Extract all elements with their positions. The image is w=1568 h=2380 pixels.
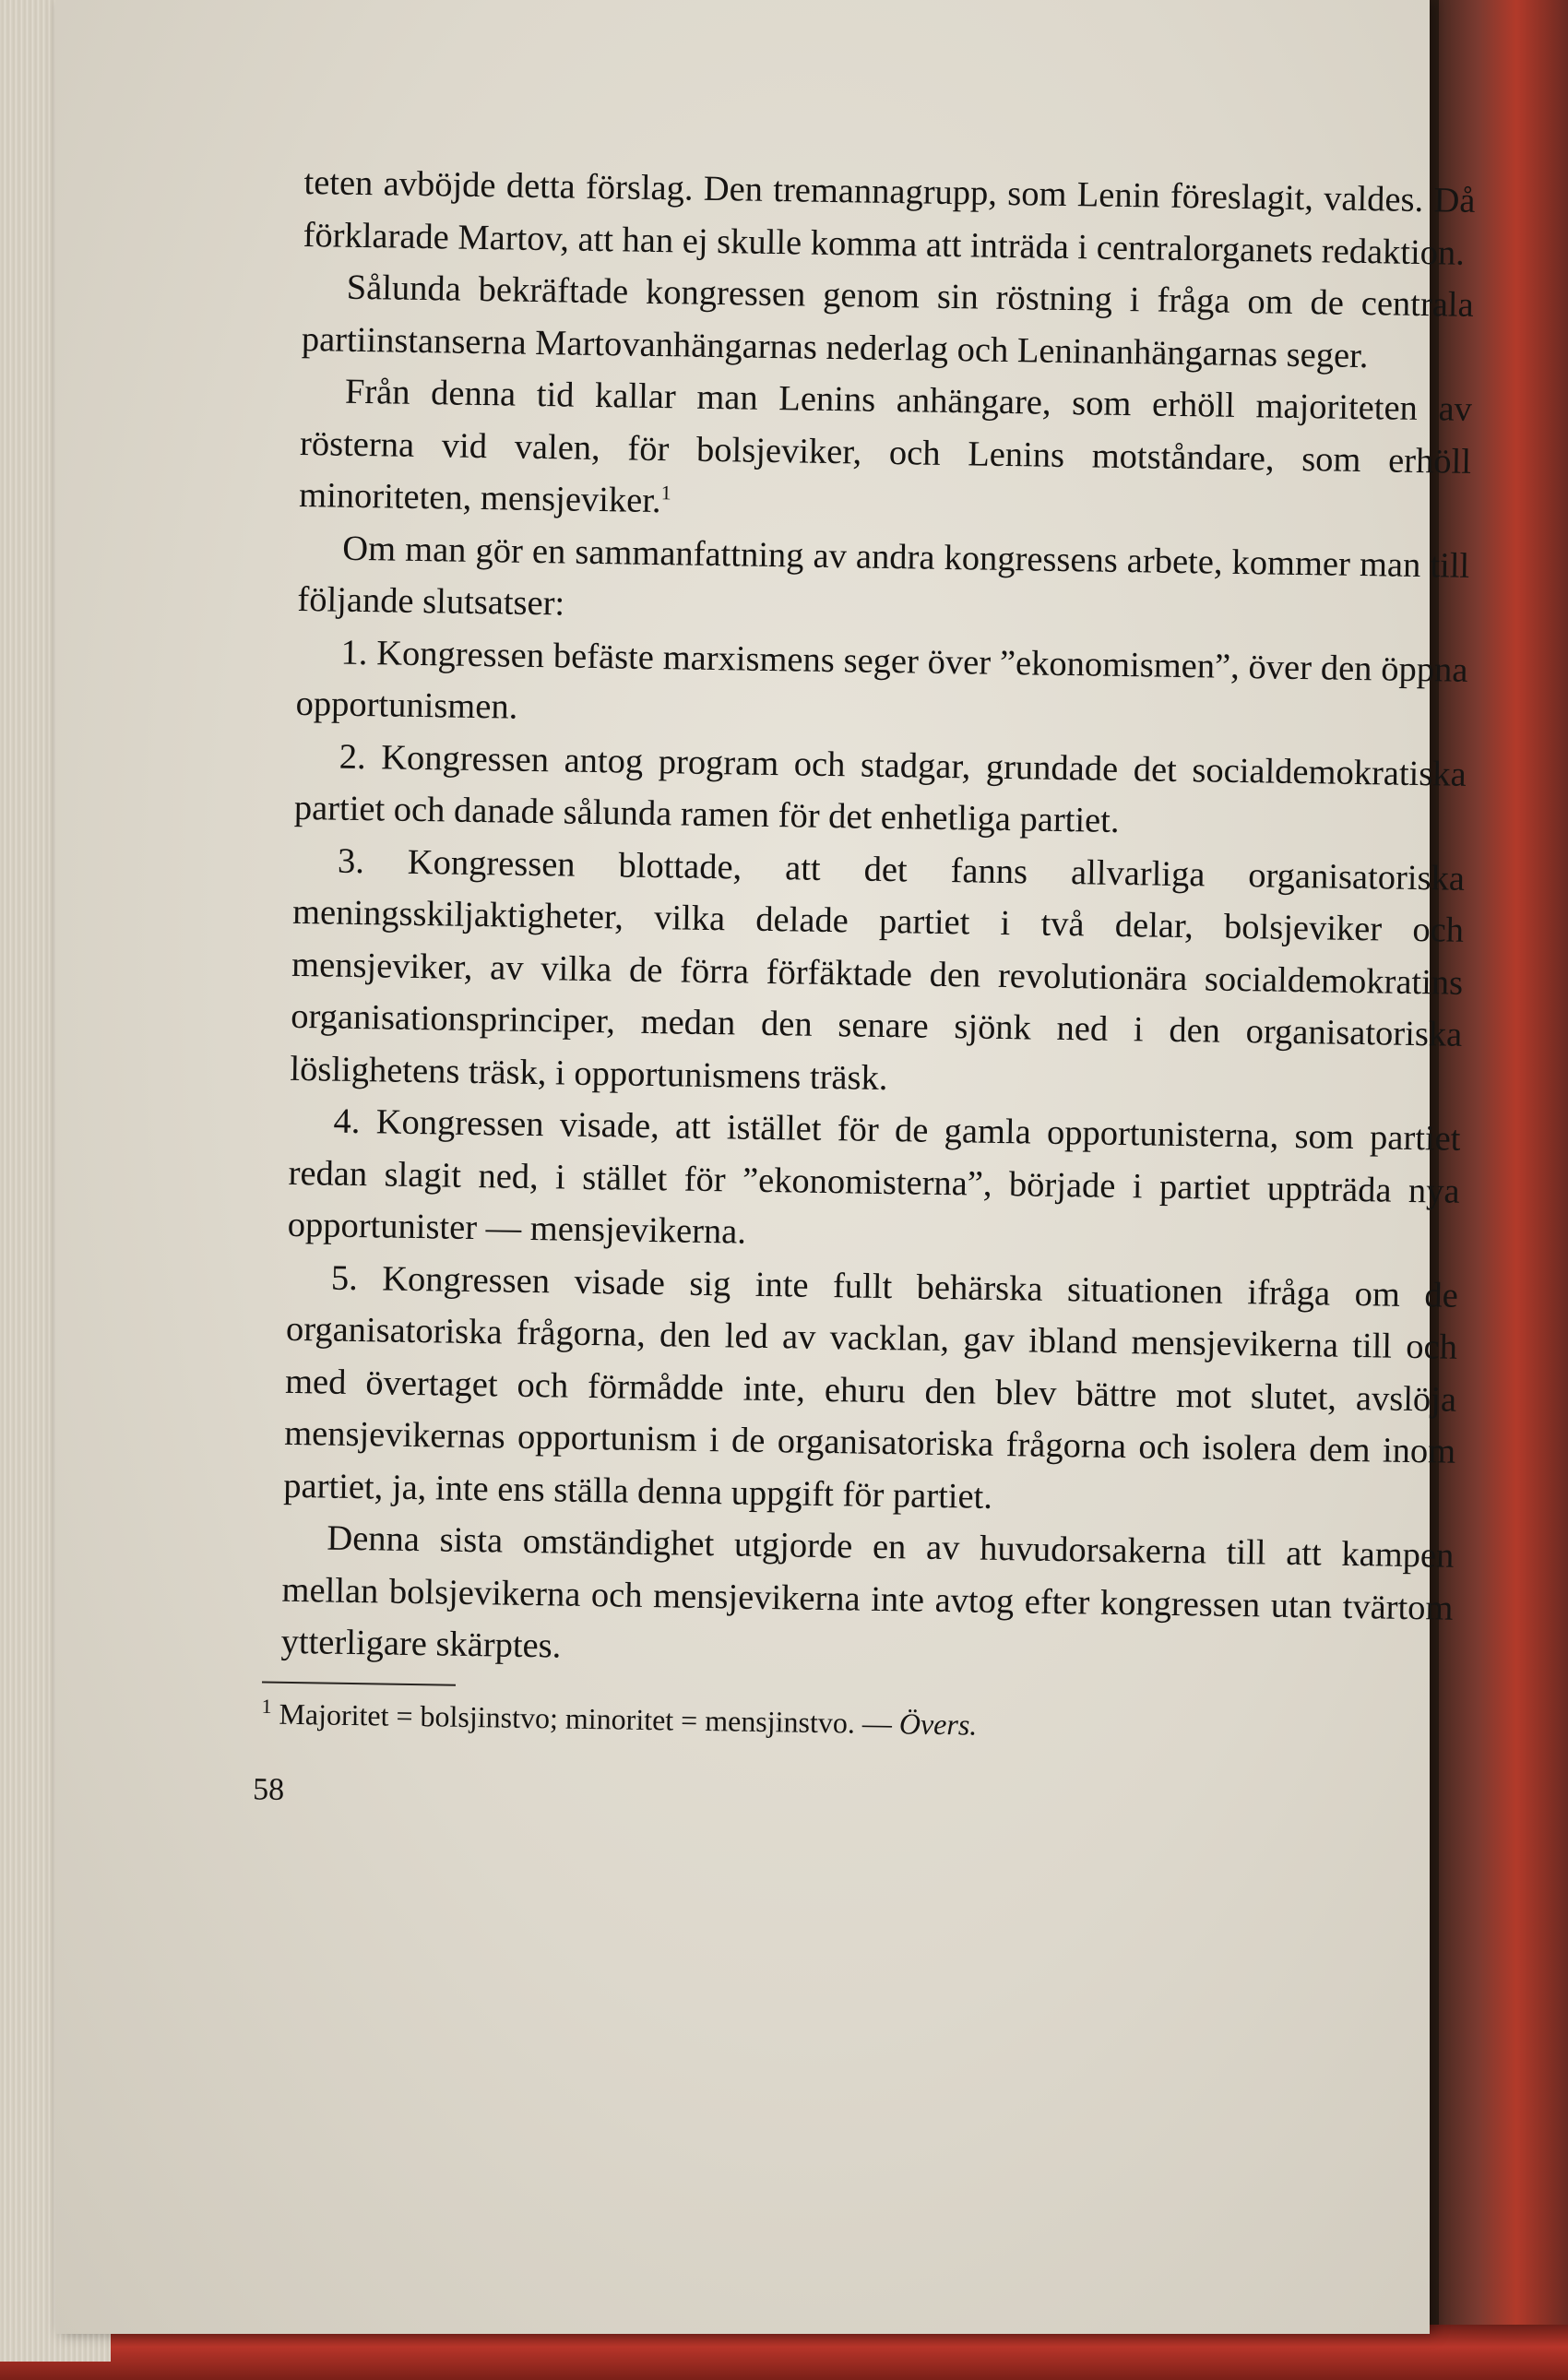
list-item-2: 2. Kongressen antog program och stadgar, grundade det socialdemokratiska partiet och danade sålunda ramen för det enhetliga partiet. <box>293 737 1467 840</box>
list-item-3: 3. Kongressen blottade, att det fanns allvarliga organisatoriska meningsskiljaktigheter, vilka delade partiet i två delar, bolsjeviker och mensjeviker, av vilka de förra förfäktade den revolutionära socialdemokratins organisationsprinciper, medan den senare sjönk ned i den organisatoriska löslighetens träsk, i opportunismens träsk. <box>290 841 1466 1098</box>
page-number: 58 <box>252 1771 285 1807</box>
list-item-4: 4. Kongressen visade, att istället för de gamla opportunisterna, som partiet redan slagit ned, i stället för ”ekonomisterna”, började i partiet uppträda nya opportunister — mensjevikerna. <box>287 1101 1461 1252</box>
footnote-reference: 1 <box>660 481 671 505</box>
paragraph-3 <box>299 365 1473 540</box>
paragraph-4: Om man gör en sammanfattning av andra kongressens arbete, kommer man till följande slutsatser: <box>297 529 1470 624</box>
footnote-translator-note: Övers. <box>898 1706 978 1742</box>
paragraph-3-text: Från denna tid kallar man Lenins anhängare, som erhöll majoriteten av rösterna vid valen, för bolsjeviker, och Lenins motståndare, som erhöll minoriteten, mensjeviker. <box>298 372 1473 521</box>
footnote-text: Majoritet = bolsjinstvo; minoritet = mensjinstvo. — <box>279 1696 900 1740</box>
page-text <box>252 157 1476 1835</box>
footnote-divider <box>262 1681 456 1685</box>
footnote <box>261 1690 1452 1755</box>
footnote-marker: 1 <box>261 1694 272 1718</box>
list-item-1: 1. Kongressen befäste marxismens seger över ”ekonomismen”, över den öppna opportunismen. <box>295 633 1468 727</box>
paragraph-1: teten avböjde detta förslag. Den tremannagrupp, som Lenin föreslagit, valdes. Då förklarade Martov, att han ej skulle komma att inträda i centralorganets redaktion. <box>303 162 1476 273</box>
paragraph-final: Denna sista omständighet utgjorde en av huvudorsakerna till att kampen mellan bolsjevikerna och mensjevikerna inte avtog efter kongressen utan tvärtom ytterligare skärptes. <box>280 1518 1455 1666</box>
paragraph-2: Sålunda bekräftade kongressen genom sin röstning i fråga om de centrala partiinstanserna Martovanhängarnas nederlag och Leninanhängarnas seger. <box>301 268 1474 375</box>
book-page <box>55 0 1476 2334</box>
list-item-5: 5. Kongressen visade sig inte fullt behärska situationen ifråga om de organisatoriska frågorna, den led av vacklan, gav ibland mensjevikerna till och med övertaget och förmådde inte, ehuru den blev bättre mot slutet, avslöja mensjevikernas opportunism i de organisatoriska frågorna och isolera dem inom partiet, ja, inte ens ställa denna uppgift för partiet. <box>283 1258 1459 1517</box>
